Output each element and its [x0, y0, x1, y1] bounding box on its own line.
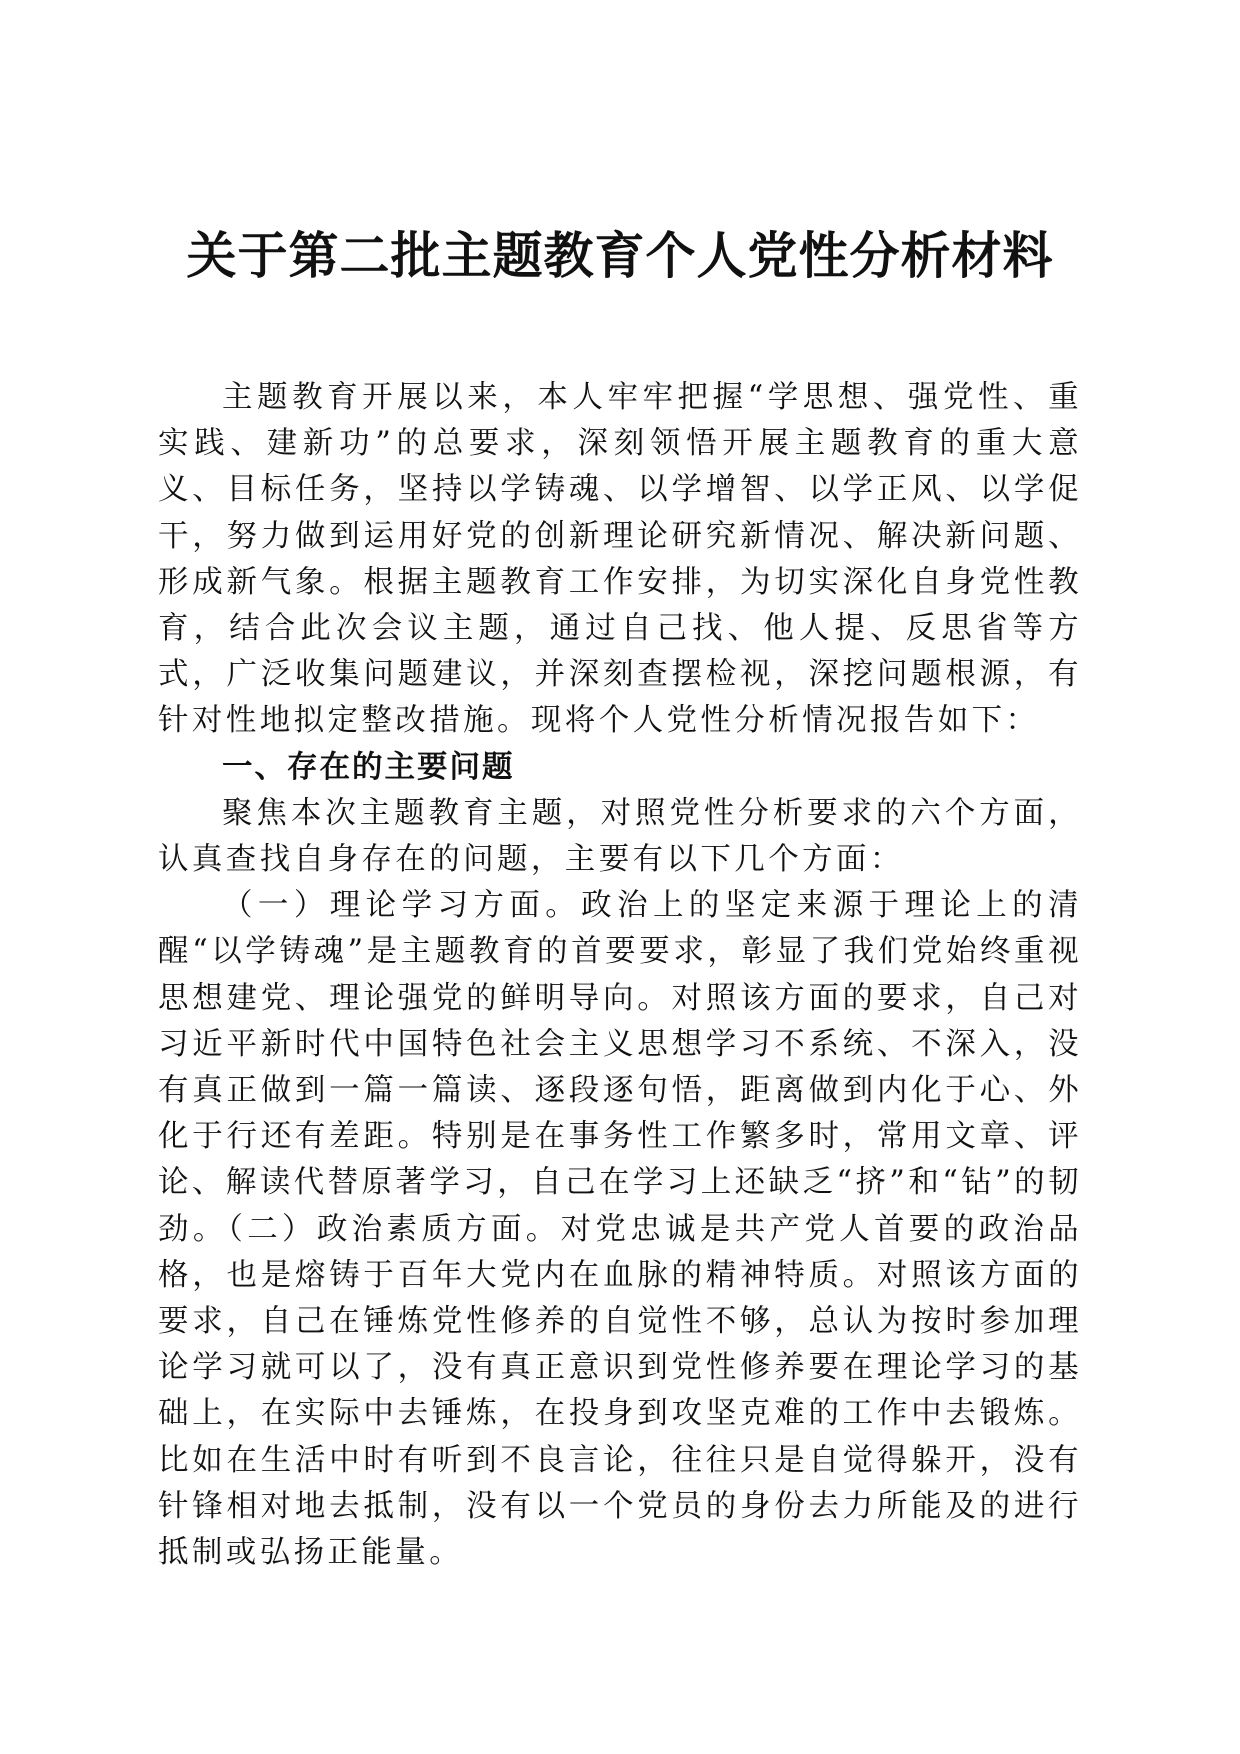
document-body [158, 375, 1082, 1576]
section-intro-paragraph: 聚焦本次主题教育主题，对照党性分析要求的六个方面，认真查找自身存在的问题，主要有以下几个方面： [158, 795, 1082, 878]
section-body-paragraph: （一）理论学习方面。政治上的坚定来源于理论上的清醒“以学铸魂”是主题教育的首要要求，彰显了我们党始终重视思想建党、理论强党的鲜明导向。对照该方面的要求，自己对习近平新时代中国特色社会主义思想学习不系统、不深入，没有真正做到一篇一篇读、逐段逐句悟，距离做到内化于心、外化于行还有差距。特别是在事务性工作繁多时，常用文章、评论、解读代替原著学习，自己在学习上还缺乏“挤”和“钻”的韧劲。（二）政治素质方面。对党忠诚是共产党人首要的政治品格，也是熔铸于百年大党内在血脉的精神特质。对照该方面的要求，自己在锤炼党性修养的自觉性不够，总认为按时参加理论学习就可以了，没有真正意识到党性修养要在理论学习的基础上，在实际中去锤炼，在投身到攻坚克难的工作中去锻炼。比如在生活中时有听到不良言论，往往只是自觉得躲开，没有针锋相对地去抵制，没有以一个党员的身份去力所能及的进行抵制或弘扬正能量。 [158, 888, 1082, 1571]
section-heading: 一、存在的主要问题 [222, 749, 515, 785]
document-title: 关于第二批主题教育个人党性分析材料 [186, 226, 1054, 285]
intro-paragraph: 主题教育开展以来，本人牢牢把握“学思想、强党性、重实践、建新功”的总要求，深刻领悟开展主题教育的重大意义、目标任务，坚持以学铸魂、以学增智、以学正风、以学促干，努力做到运用好党的创新理论研究新情况、解决新问题、形成新气象。根据主题教育工作安排，为切实深化自身党性教育，结合此次会议主题，通过自己找、他人提、反思省等方式，广泛收集问题建议，并深刻查摆检视，深挖问题根源，有针对性地拟定整改措施。现将个人党性分析情况报告如下： [158, 380, 1082, 739]
